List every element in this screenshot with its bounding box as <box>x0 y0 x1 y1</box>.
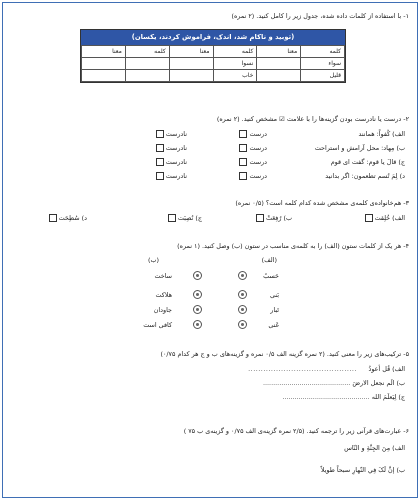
item-label: ب) الَم نجعل الارضَ <box>352 379 405 387</box>
answer-line[interactable]: ........................................... <box>282 393 370 401</box>
col-b-item: ساخت <box>154 272 172 280</box>
true-checkbox[interactable] <box>239 144 247 152</box>
question-3: ۳- هم‌خانواده‌ی کلمه‌ی مشخص شده کدام کلمه است؟ (۰/۵ نمره) <box>235 199 409 207</box>
answer-line[interactable]: ........................................... <box>262 379 351 387</box>
true-label: درست <box>249 172 267 180</box>
table-cell: نسوا <box>213 58 257 70</box>
question-5: ۵- ترکیب‌های زیر را معنی کنید. (۲ نمره گزینه الف ۰/۵ نمره و گزینه‌های ب و ج هر کدام ۰/۷۵) <box>160 350 409 358</box>
false-checkbox[interactable] <box>156 158 164 166</box>
q2-item: الف) کُفواً: همانند <box>358 130 405 138</box>
q2-true-option[interactable] <box>239 144 267 152</box>
false-checkbox[interactable] <box>156 130 164 138</box>
option-checkbox[interactable] <box>49 214 57 222</box>
col-a-item: تَبار <box>270 306 279 314</box>
question-1: ۱- با استفاده از کلمات داده شده، جدول زیر را کامل کنید. (۲ نمره) <box>231 12 409 20</box>
col-a-radio[interactable] <box>238 290 247 299</box>
table-cell-answer[interactable] <box>257 58 301 70</box>
option-checkbox[interactable] <box>256 214 264 222</box>
false-checkbox[interactable] <box>156 144 164 152</box>
q5-item <box>368 365 405 373</box>
table-header: کلمه <box>301 46 345 58</box>
col-b-item: هلاکت <box>155 291 172 299</box>
col-b-radio[interactable] <box>193 320 202 329</box>
option-label: ج) نُصِبَت <box>177 214 202 222</box>
false-label: نادرست <box>165 130 187 138</box>
item-label: ج) لِیَعلَمَ الله <box>371 393 405 401</box>
table-header: کلمه <box>213 46 257 58</box>
false-label: نادرست <box>165 172 187 180</box>
word-table <box>80 29 346 83</box>
q6-item: الف) مِنَ الجِنَّةِ و النّاس <box>344 444 405 452</box>
true-label: درست <box>249 144 267 152</box>
question-2: ۲- درست یا نادرست بودن گزینه‌ها را با علامت ☑ مشخص کنید. (۲ نمره) <box>216 115 409 123</box>
table-header: معنا <box>257 46 301 58</box>
option-checkbox[interactable] <box>365 214 373 222</box>
col-a-radio[interactable] <box>238 271 247 280</box>
col-b-radio[interactable] <box>193 271 202 280</box>
q2-item: د) لِمَ تُسم تطعمون: اگر بدانید <box>325 172 405 180</box>
q2-false-option[interactable] <box>156 144 187 152</box>
table-cell <box>125 58 169 70</box>
word-bank: (توبيد و ناكام شد، اندک، فراموش كردند، يكسان) <box>81 30 345 45</box>
q3-option-c[interactable] <box>168 214 202 222</box>
item-label: الف) قُل أعوذُ <box>368 365 405 373</box>
column-b-title: (ب) <box>147 256 159 264</box>
true-checkbox[interactable] <box>239 130 247 138</box>
col-a-item: حَسبُ <box>263 272 279 280</box>
q2-true-option[interactable] <box>239 158 267 166</box>
q2-item: ج) قالَ یا قوم: گفت ای قوم <box>330 158 405 166</box>
table-cell: قلیل <box>301 70 345 82</box>
table-cell-answer[interactable] <box>169 70 213 82</box>
table-cell-answer[interactable] <box>82 58 126 70</box>
column-a-title: (الف) <box>261 256 277 264</box>
question-6: ۶- عبارت‌های قرآنی زیر را ترجمه کنید. (۲/۵ نمره گزینه‌ی الف ۰/۷۵ و گزینه‌ی ب ۷۵ ) <box>183 427 409 435</box>
col-b-item: کافی است <box>143 321 172 329</box>
table-header: معنا <box>82 46 126 58</box>
q6-item: ب) إنَّ لَکَ فِي النّهارِ سبحاً طويلاً <box>320 466 405 474</box>
table-cell-answer[interactable] <box>257 70 301 82</box>
option-label: الف) خُلِقت <box>374 214 405 222</box>
q5-item <box>282 393 405 401</box>
q3-option-a[interactable] <box>365 214 405 222</box>
false-checkbox[interactable] <box>156 172 164 180</box>
option-label: د) سُطِحَت <box>58 214 87 222</box>
true-label: درست <box>249 158 267 166</box>
option-label: ب) رُفِعَتْ <box>265 214 292 222</box>
q2-true-option[interactable] <box>239 172 267 180</box>
true-checkbox[interactable] <box>239 172 247 180</box>
col-a-radio[interactable] <box>238 320 247 329</box>
question-4: ۴- هر یک از کلمات ستون (الف) را به کلمه‌ی مناسب در ستون (ب) وصل کنید. (۱ نمره) <box>177 242 409 250</box>
table-cell: سواء <box>301 58 345 70</box>
col-a-item: غَنی <box>268 321 279 329</box>
q3-option-b[interactable] <box>256 214 292 222</box>
false-label: نادرست <box>165 144 187 152</box>
exam-page <box>2 2 418 498</box>
q5-item <box>263 379 405 387</box>
true-checkbox[interactable] <box>239 158 247 166</box>
q2-true-option[interactable] <box>239 130 267 138</box>
table-cell <box>125 70 169 82</box>
q2-item: ب) مِهاد: محل آرامش و استراحت <box>314 144 405 152</box>
table-cell-answer[interactable] <box>82 70 126 82</box>
false-label: نادرست <box>165 158 187 166</box>
col-b-radio[interactable] <box>193 305 202 314</box>
option-checkbox[interactable] <box>168 214 176 222</box>
table-header: معنا <box>169 46 213 58</box>
table-header: کلمه <box>125 46 169 58</box>
table-cell: خاب <box>213 70 257 82</box>
col-a-item: بَنی <box>269 291 279 299</box>
q2-false-option[interactable] <box>156 130 187 138</box>
true-label: درست <box>249 130 267 138</box>
col-a-radio[interactable] <box>238 305 247 314</box>
vocab-table <box>81 45 345 82</box>
q2-false-option[interactable] <box>156 172 187 180</box>
answer-dots[interactable]: ........................................... <box>248 365 357 373</box>
col-b-item: جاودان <box>153 306 172 314</box>
answer-line[interactable] <box>248 365 357 373</box>
q3-option-d[interactable] <box>49 214 87 222</box>
q2-false-option[interactable] <box>156 158 187 166</box>
col-b-radio[interactable] <box>193 290 202 299</box>
table-cell-answer[interactable] <box>169 58 213 70</box>
